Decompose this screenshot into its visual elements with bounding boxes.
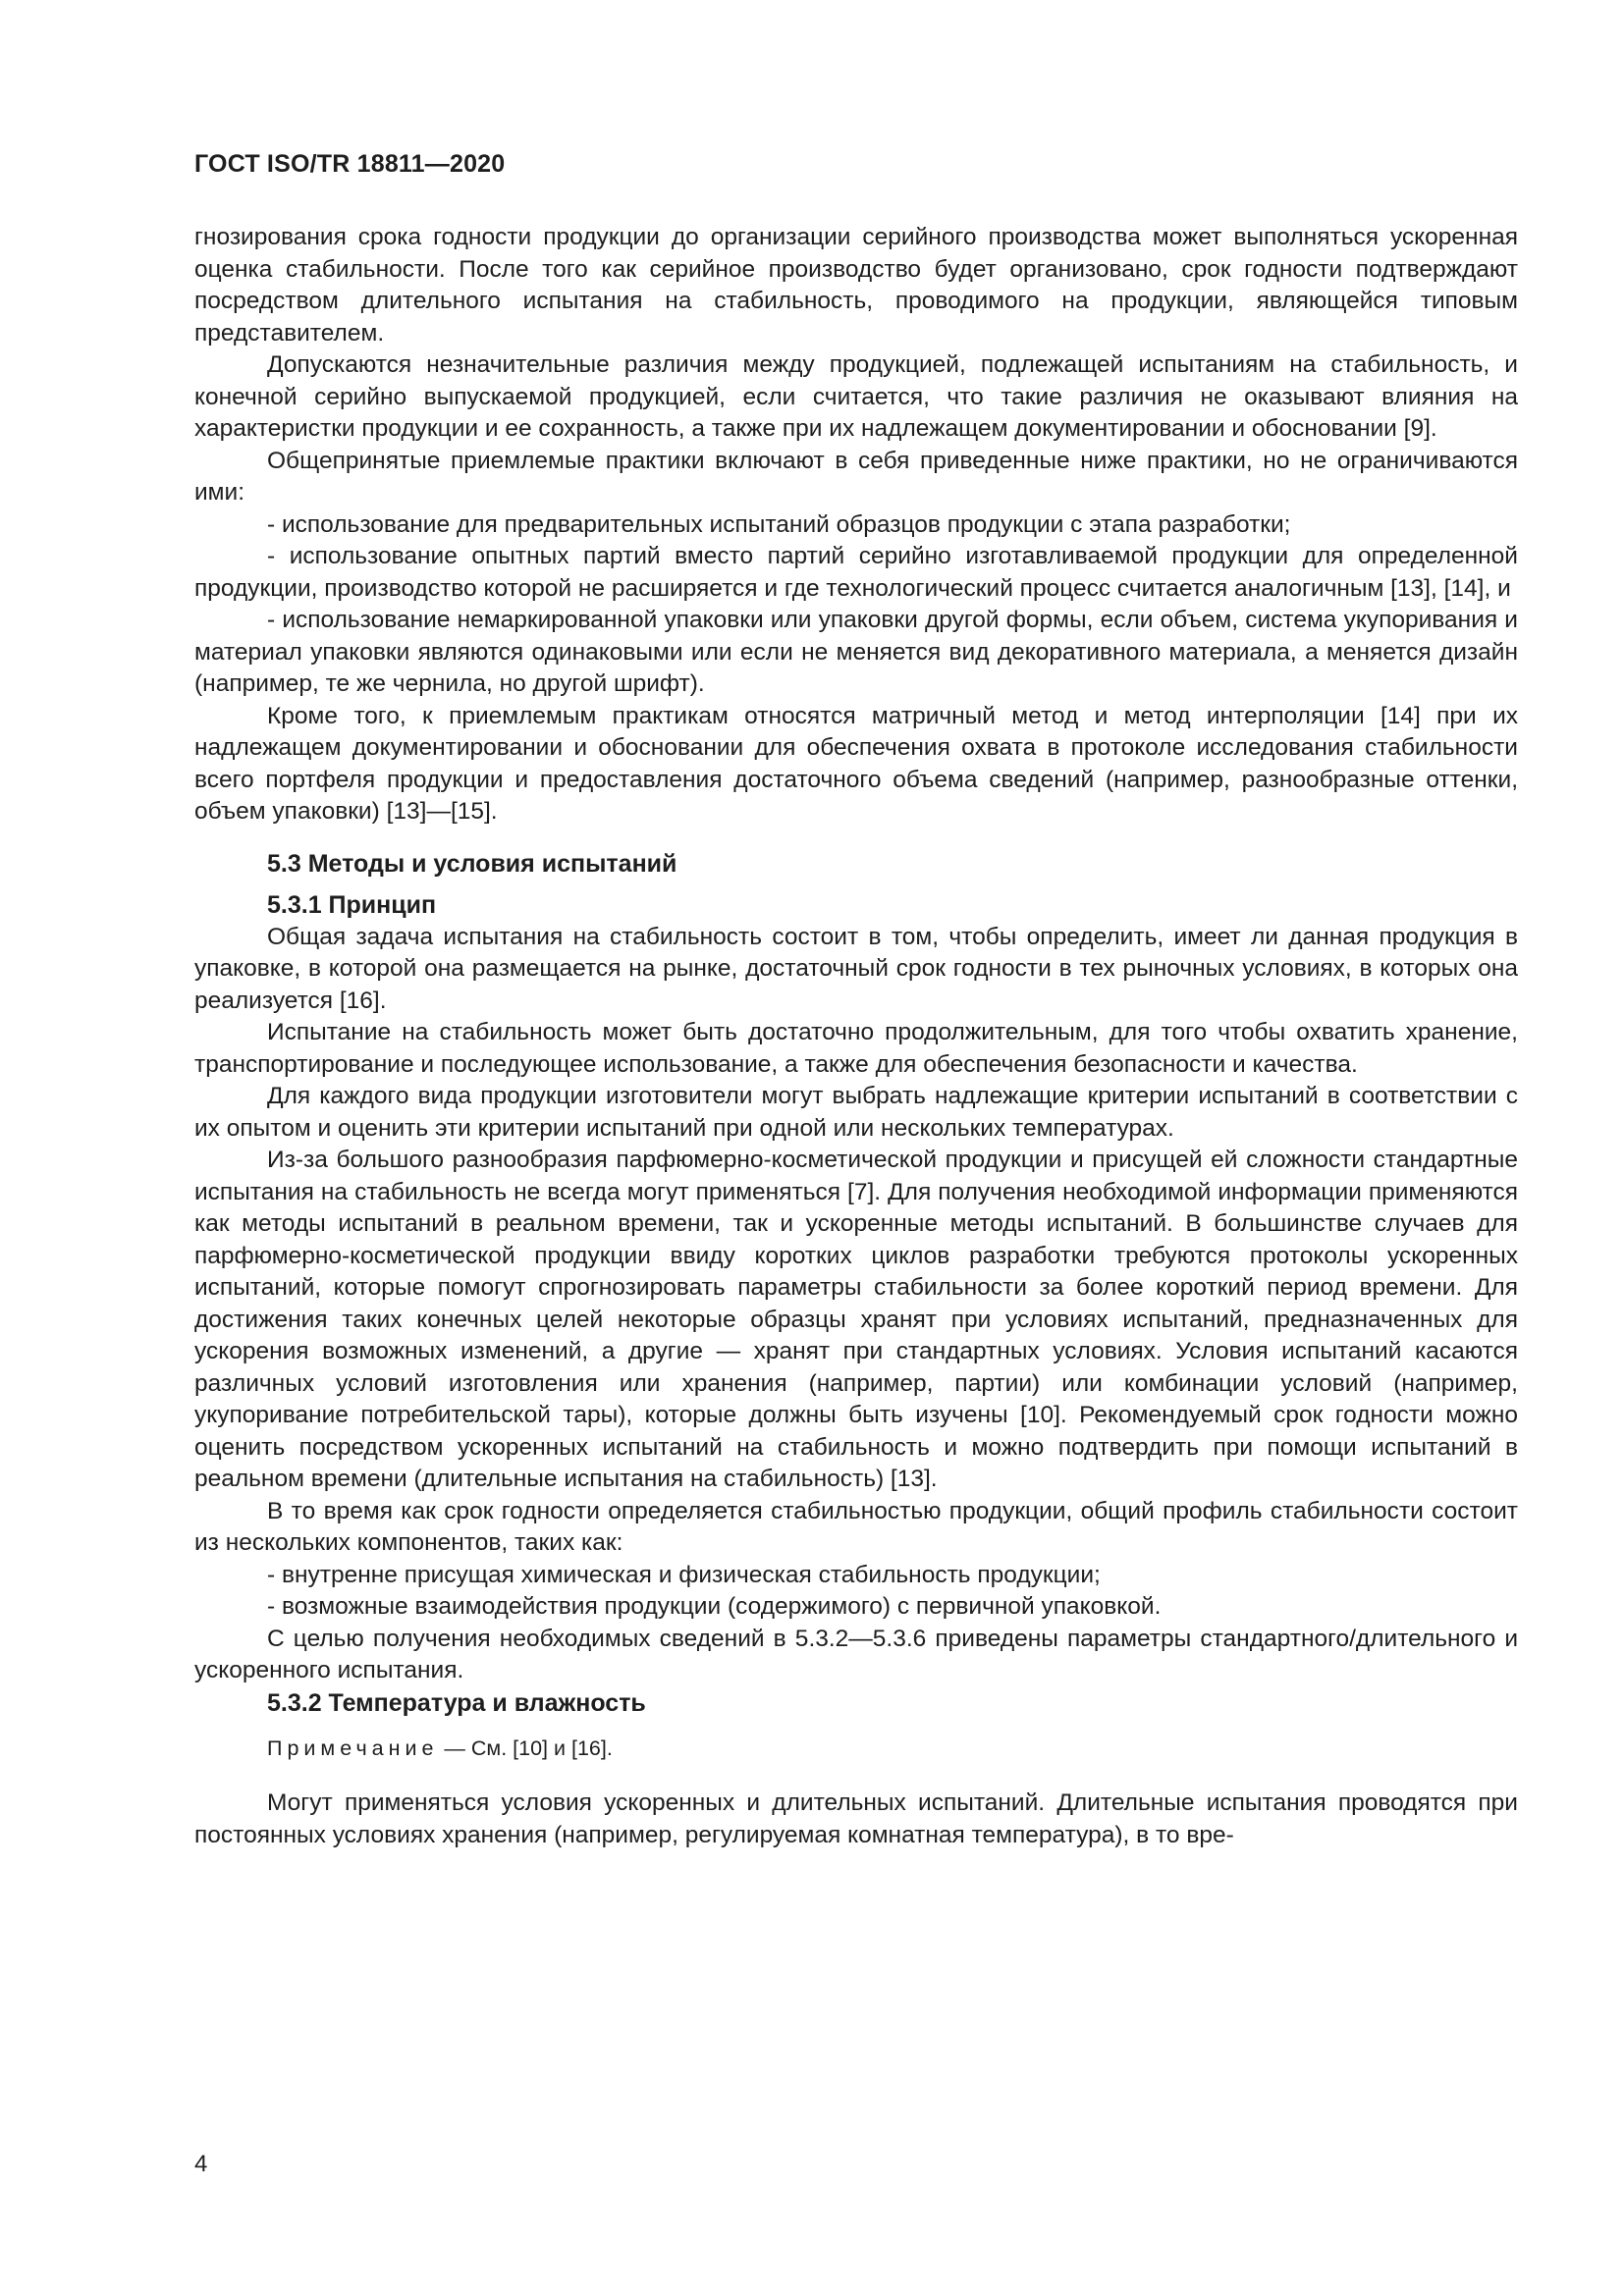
list-item: - использование для предварительных испытаний образцов продукции с этапа разработки; xyxy=(267,510,1291,538)
paragraph: Испытание на стабильность может быть достаточно продолжительным, для того чтобы охватить хранение, транспортирование и последующее использование, а также для обеспечения безопасности и качества. xyxy=(194,1019,1518,1078)
list-item: - внутренне присущая химическая и физическая стабильность продукции; xyxy=(267,1561,1101,1588)
paragraph: Из-за большого разнообразия парфюмерно-косметической продукции и присущей ей сложности стандартные испытания на стабильность не всегда могут применяться [7]. Для получения необходимой информации применяются как методы испытаний в реальном времени, так и ускоренные методы испытаний. В большинстве случаев для парфюмерно-косметической продукции ввиду коротких циклов разработки требуются протоколы ускоренных испытаний, которые помогут спрогнозировать параметры стабильности за более короткий период времени. Для достижения таких конечных целей некоторые образцы хранят при условиях испытаний, предназначенных для ускорения возможных изменений, а другие — хранят при стандартных условиях. Условия испытаний касаются различных условий изготовления или хранения (например, партии) или комбинации условий (например, укупоривание потребительской тары), которые должны быть изучены [10]. Рекомендуемый срок годности можно оценить посредством ускоренных испытаний на стабильность и можно подтвердить при помощи испытаний в реальном времени (длительные испытания на стабильность) [13]. xyxy=(194,1147,1518,1492)
paragraph: Могут применяться условия ускоренных и длительных испытаний. Длительные испытания проводятся при постоянных условиях хранения (например, регулируемая комнатная температура), в то вре- xyxy=(194,1789,1518,1848)
list-item: - использование немаркированной упаковки или упаковки другой формы, если объем, система укупоривания и материал упаковки являются одинаковыми или если не меняется вид декоративного материала, а меняется дизайн (например, те же чернила, но другой шрифт). xyxy=(194,607,1518,697)
paragraph: Кроме того, к приемлемым практикам относятся матричный метод и метод интерполяции [14] при их надлежащем документировании и обосновании для обеспечения охвата в протоколе исследования стабильности всего портфеля продукции и предоставления достаточного объема сведений (например, разнообразные оттенки, объем упаковки) [13]—[15]. xyxy=(194,702,1518,825)
paragraph: С целью получения необходимых сведений в 5.3.2—5.3.6 приведены параметры стандартного/длительного и ускоренного испытания. xyxy=(194,1625,1518,1683)
list-item: - использование опытных партий вместо партий серийно изготавливаемой продукции для определенной продукции, производство которой не расширяется и где технологический процесс считается аналогичным [13], [14], и xyxy=(194,543,1518,602)
document-header: ГОСТ ISO/TR 18811—2020 xyxy=(194,150,506,178)
paragraph: Общепринятые приемлемые практики включают в себя приведенные ниже практики, но не ограничиваются ими: xyxy=(194,447,1518,506)
note-label: Примечание xyxy=(267,1736,439,1760)
paragraph: В то время как срок годности определяется стабильностью продукции, общий профиль стабильности состоит из нескольких компонентов, таких как: xyxy=(194,1497,1518,1556)
list-item: - возможные взаимодействия продукции (содержимого) с первичной упаковкой. xyxy=(267,1593,1162,1620)
paragraph: Для каждого вида продукции изготовители могут выбрать надлежащие критерии испытаний в соответствии с их опытом и оценить эти критерии испытаний при одной или нескольких температурах. xyxy=(194,1083,1518,1142)
paragraph: гнозирования срока годности продукции до организации серийного производства может выполняться ускоренная оценка стабильности. После того как серийное производство будет организовано, срок годности подтверждают посредством длительного испытания на стабильность, проводимого на продукции, являющейся типовым представителем. xyxy=(194,224,1518,347)
note xyxy=(267,1733,1518,1764)
page-number: 4 xyxy=(194,2151,208,2177)
section-heading-5-3: 5.3 Методы и условия испытаний xyxy=(267,849,677,878)
section-heading-5-3-1: 5.3.1 Принцип xyxy=(267,891,437,919)
paragraph: Допускаются незначительные различия между продукцией, подлежащей испытаниям на стабильность, и конечной серийно выпускаемой продукцией, если считается, что такие различия не оказывают влияния на характеристки продукции и ее сохранность, а также при их надлежащем документировании и обосновании [9]. xyxy=(194,351,1518,442)
paragraph: Общая задача испытания на стабильность состоит в том, чтобы определить, имеет ли данная продукция в упаковке, в которой она размещается на рынке, достаточный срок годности в тех рыночных условиях, в которых она реализуется [16]. xyxy=(194,923,1518,1014)
note-text: — См. [10] и [16]. xyxy=(438,1736,613,1760)
document-body xyxy=(194,222,1518,1851)
section-heading-5-3-2: 5.3.2 Температура и влажность xyxy=(267,1688,646,1717)
